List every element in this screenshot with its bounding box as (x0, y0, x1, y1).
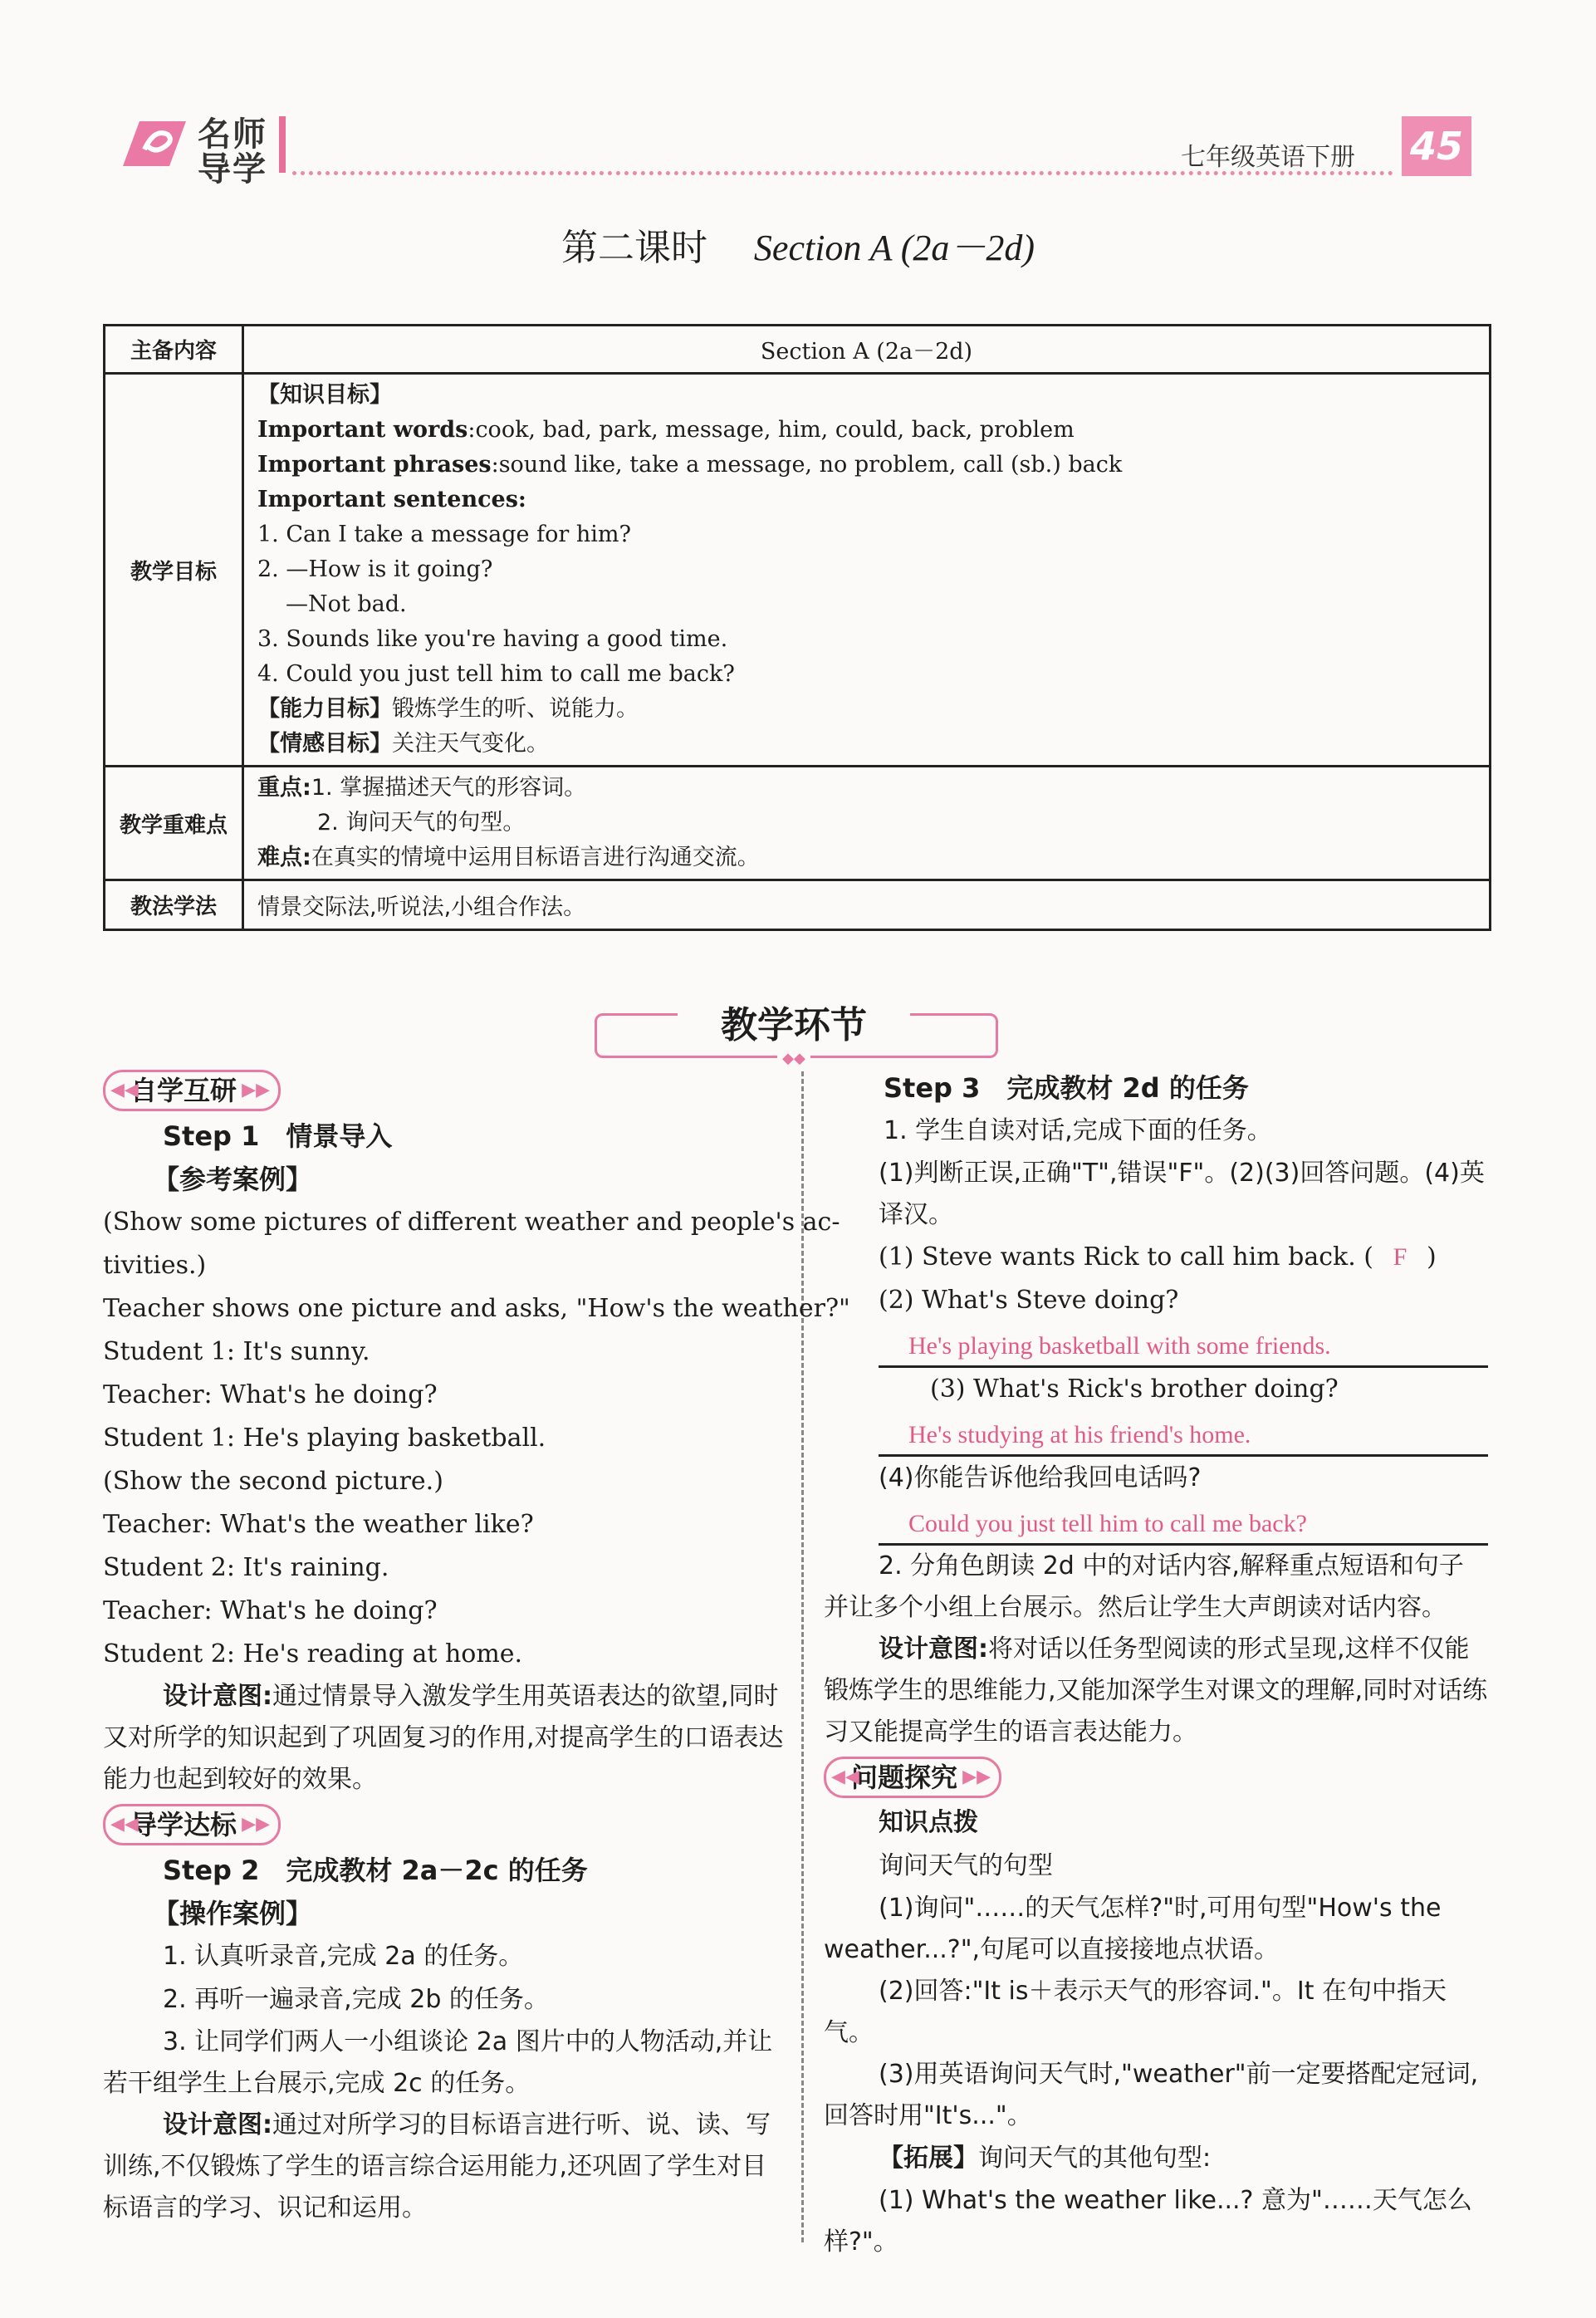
tag-arrow-icon: ▶▶ (242, 1814, 271, 1835)
knowledge-title: 知识点拨 (879, 1808, 978, 1837)
design-intent-2 (103, 2105, 784, 2229)
answer-line-2 (879, 1322, 1488, 1368)
answer-line-4 (879, 1500, 1488, 1546)
question-4: (4)你能告诉他给我回电话吗? (879, 1463, 1202, 1492)
left-column (103, 1066, 850, 2229)
answer-1: F (1393, 1243, 1408, 1271)
extension-tag: 【拓展】 (879, 2144, 978, 2173)
method-text: 情景交际法,听说法,小组合作法。 (243, 880, 1491, 930)
knowledge-subtitle: 询问天气的句型 (879, 1851, 1053, 1880)
table-row (105, 767, 1491, 880)
section-tag-guide: ◀◀ 导学达标 ▶▶ (103, 1804, 281, 1845)
phrases-text: :sound like, take a message, no problem, call (sb.) back (491, 452, 1123, 478)
key-points-label: 教学重难点 (105, 767, 243, 880)
knowledge-point-3: (3)用英语询问天气时,"weather"前一定要搭配定冠词,回答时用"It's..."。 (824, 2060, 1479, 2130)
section-banner: 教学环节 (678, 997, 910, 1055)
section-tag-explore: ◀◀ 问题探究 ▶▶ (824, 1757, 1001, 1798)
sentences-label: Important sentences: (257, 487, 526, 512)
tag-arrow-icon: ◀◀ (831, 1767, 859, 1787)
case-line: (Show some pictures of different weather and people's ac- (103, 1208, 840, 1237)
task-1-instructions: (1)判断正误,正确"T",错误"F"。(2)(3)回答问题。(4)英译汉。 (879, 1159, 1485, 1229)
operation-1: 1. 认真听录音,完成 2a 的任务。 (163, 1942, 524, 1971)
sentence-3: 3. Sounds like you're having a good time. (257, 626, 728, 652)
sentence-1: 1. Can I take a message for him? (257, 522, 631, 547)
lesson-plan-table (103, 324, 1491, 931)
tag-arrow-icon: ▶▶ (962, 1767, 991, 1787)
column-divider (801, 1071, 804, 2242)
case-line: (Show the second picture.) (103, 1467, 443, 1496)
answer-3: He's studying at his friend's home. (908, 1421, 1251, 1448)
case-1-tag: 【参考案例】 (153, 1164, 313, 1195)
tag-arrow-icon: ◀◀ (110, 1080, 139, 1100)
sentence-2b: —Not bad. (286, 591, 407, 617)
words-text: :cook, bad, park, message, him, could, back, problem (468, 417, 1075, 443)
design-text: 将对话以任务型阅读的形式呈现,这样不仅能锻炼学生的思维能力,又能加深学生对课文的理解,同时对话练习又能提高学生的语言表达能力。 (824, 1634, 1488, 1747)
difficulty-text: 在真实的情境中运用目标语言进行沟通交流。 (311, 845, 760, 870)
brand-name-bottom: 导学 (198, 150, 267, 189)
right-column (824, 1066, 1488, 2263)
phrases-label: Important phrases (257, 452, 492, 478)
brand-logo (115, 116, 191, 171)
operation-3: 3. 让同学们两人一小组谈论 2a 图片中的人物活动,并让若干组学生上台展示,完成 2c 的任务。 (103, 2027, 773, 2098)
table-row (105, 374, 1491, 767)
emotion-tag: 【情感目标】 (257, 731, 392, 757)
sentence-2: 2. —How is it going? (257, 556, 493, 582)
emotion-goal (257, 727, 1476, 762)
answer-line-3 (879, 1411, 1488, 1457)
important-words (257, 413, 1476, 448)
question-3: (3) What's Rick's brother doing? (930, 1375, 1339, 1404)
case-line: Student 2: He's reading at home. (103, 1639, 523, 1669)
operation-2: 2. 再听一遍录音,完成 2b 的任务。 (163, 1985, 549, 2014)
extension (824, 2137, 1488, 2180)
step-2-title: Step 2 完成教材 2a－2c 的任务 (163, 1855, 588, 1886)
question-2: (2) What's Steve doing? (879, 1286, 1179, 1315)
sentence-4: 4. Could you just tell him to call me back? (257, 661, 735, 687)
design-text: 通过对所学习的目标语言进行听、说、读、写训练,不仅锻炼了学生的语言综合运用能力,还巩固了学生对目标语言的学习、识记和运用。 (103, 2110, 771, 2222)
design-intent-1 (103, 1676, 784, 1801)
ability-tag: 【能力目标】 (257, 696, 392, 722)
main-content-value: Section A (2a－2d) (243, 326, 1491, 374)
brand-name-top: 名师 (198, 115, 267, 154)
design-intent-3 (824, 1629, 1488, 1753)
design-tag: 设计意图: (879, 1634, 988, 1664)
step-3-title: Step 3 完成教材 2d 的任务 (884, 1072, 1249, 1104)
answer-2: He's playing basketball with some friends. (908, 1332, 1331, 1360)
case-line: Student 1: It's sunny. (103, 1337, 370, 1366)
book-title: 七年级英语下册 (1181, 143, 1355, 172)
case-line: Teacher: What's the weather like? (103, 1510, 534, 1539)
page-number: 45 (1402, 116, 1471, 176)
extension-point-1: (1) What's the weather like...? 意为"……天气怎么样?"。 (824, 2186, 1472, 2257)
key-point-2: 2. 询问天气的句型。 (317, 810, 526, 836)
brand-bar (279, 116, 286, 173)
method-label: 教法学法 (105, 880, 243, 930)
knowledge-point-2: (2)回答:"It is＋表示天气的形容词."。It 在句中指天气。 (824, 1977, 1447, 2047)
case-line: Teacher: What's he doing? (103, 1596, 438, 1625)
goals-cell (243, 374, 1491, 767)
tag-arrow-icon: ◀◀ (110, 1814, 139, 1835)
question-1: (1) Steve wants Rick to call him back. ( F ) (824, 1236, 1488, 1279)
key-points-cell (243, 767, 1491, 880)
task-2: 2. 分角色朗读 2d 中的对话内容,解释重点短语和句子并让多个小组上台展示。然后让学生大声朗读对话内容。 (824, 1551, 1464, 1622)
step-1-title: Step 1 情景导入 (163, 1120, 393, 1152)
knowledge-point-1: (1)询问"……的天气怎样?"时,可用句型"How's the weather...?",句尾可以直接接地点状语。 (824, 1894, 1442, 1964)
lesson-title-en: Section A (2a－2d) (753, 228, 1035, 268)
design-tag: 设计意图: (163, 2110, 272, 2139)
banner-ornament-icon: ◆◆ (777, 1050, 810, 1067)
design-tag: 设计意图: (163, 1682, 272, 1711)
case-line: Student 1: He's playing basketball. (103, 1424, 546, 1453)
goals-label: 教学目标 (105, 374, 243, 767)
case-line: Teacher: What's he doing? (103, 1380, 438, 1409)
knowledge-tag: 【知识目标】 (257, 382, 392, 408)
ability-goal (257, 692, 1476, 727)
tag-arrow-icon: ▶▶ (242, 1080, 271, 1100)
section-tag-self-study: ◀◀ 自学互研 ▶▶ (103, 1070, 281, 1111)
difficulty-tag: 难点: (257, 845, 311, 870)
design-text: 通过情景导入激发学生用英语表达的欲望,同时又对所学的知识起到了巩固复习的作用,对提高学生的口语表达能力也起到较好的效果。 (103, 1682, 784, 1794)
important-phrases (257, 448, 1476, 483)
table-row (105, 326, 1491, 374)
case-line: Student 2: It's raining. (103, 1553, 389, 1582)
emotion-text: 关注天气变化。 (392, 731, 549, 757)
extension-text: 询问天气的其他句型: (978, 2144, 1212, 2173)
answer-4: Could you just tell him to call me back? (908, 1510, 1307, 1537)
task-1: 1. 学生自读对话,完成下面的任务。 (884, 1116, 1272, 1145)
key-tag: 重点: (257, 775, 311, 801)
table-row (105, 880, 1491, 930)
main-content-label: 主备内容 (105, 326, 243, 374)
key-point-1: 1. 掌握描述天气的形容词。 (311, 775, 587, 801)
case-line: Teacher shows one picture and asks, "How's the weather?" (103, 1294, 850, 1323)
ability-text: 锻炼学生的听、说能力。 (392, 696, 639, 722)
lesson-title-cn: 第二课时 (561, 227, 707, 269)
case-line: tivities.) (103, 1251, 207, 1280)
words-label: Important words (257, 417, 468, 443)
lesson-title (0, 218, 1596, 271)
case-2-tag: 【操作案例】 (153, 1898, 313, 1929)
